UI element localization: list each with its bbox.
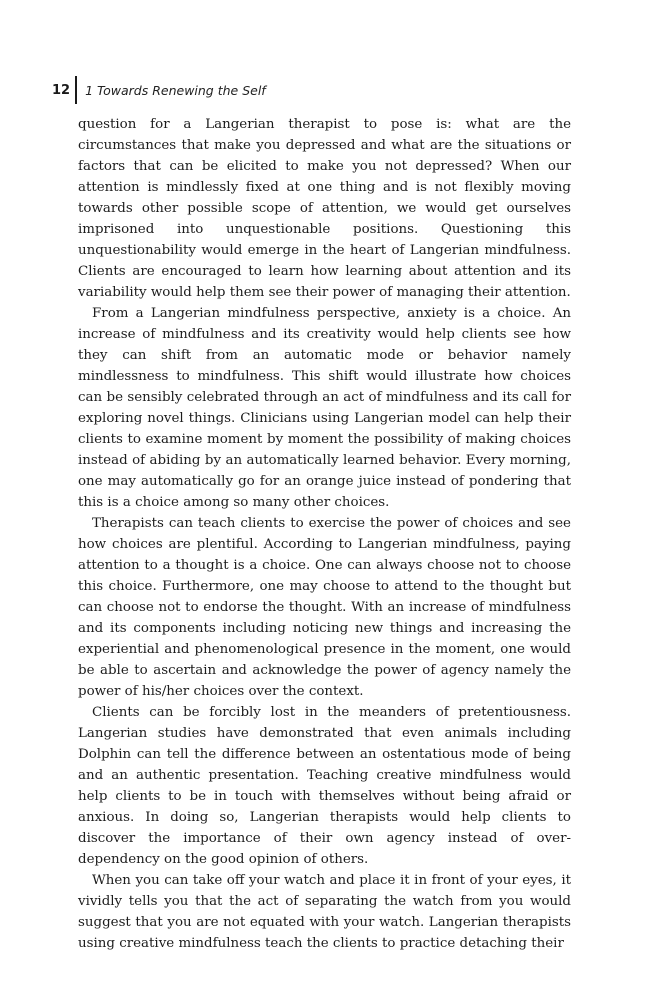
running-head xyxy=(52,76,266,104)
body-text xyxy=(78,114,571,954)
chapter-title: 1 Towards Renewing the Self xyxy=(85,82,266,98)
paragraph: question for a Langerian therapist to pose is: what are the circumstances that make you depressed and what are the situations or factors that can be elicited to make you not depressed? When our attention is mindlessly fixed at one thing and is not flexibly moving towards other possible scope of attention, we would get ourselves imprisoned into unquestionable positions. Questioning this unquestionability would emerge in the heart of Langerian mindfulness. Clients are encouraged to learn how learning about attention and its variability would help them see their power of managing their attention. xyxy=(78,117,571,300)
paragraph: From a Langerian mindfulness perspective, anxiety is a choice. An increase of mindfulness and its creativity would help clients see how they can shift from an automatic mode or behavior namely mindlessness to mindfulness. This shift would illustrate how choices can be sensibly celebrated through an act of mindfulness and its call for exploring novel things. Clinicians using Langerian model can help their clients to examine moment by moment the possibility of making choices instead of abiding by an automatically learned behavior. Every morning, one may automatically go for an orange juice instead of pondering that this is a choice among so many other choices. xyxy=(78,306,571,510)
page-number: 12 xyxy=(52,82,71,98)
header-divider xyxy=(75,76,77,104)
paragraph: When you can take off your watch and place it in front of your eyes, it vividly tells you that the act of separating the watch from you would suggest that you are not equated with your watch. Langerian therapists using creative mindfulness teach the clients to practice detaching their xyxy=(78,873,571,951)
paragraph: Clients can be forcibly lost in the meanders of pretentiousness. Langerian studies have demonstrated that even animals including Dolphin can tell the difference between an ostentatious mode of being and an authentic presentation. Teaching creative mindfulness would help clients to be in touch with themselves without being afraid or anxious. In doing so, Langerian therapists would help clients to discover the importance of their own agency instead of over-dependency on the good opinion of others. xyxy=(78,705,571,867)
paragraph: Therapists can teach clients to exercise the power of choices and see how choices are plentiful. According to Langerian mindfulness, paying attention to a thought is a choice. One can always choose not to choose this choice. Furthermore, one may choose to attend to the thought but can choose not to endorse the thought. With an increase of mindfulness and its components including noticing new things and increasing the experiential and phenomenological presence in the moment, one would be able to ascertain and acknowledge the power of agency namely the power of his/her choices over the context. xyxy=(78,516,571,699)
